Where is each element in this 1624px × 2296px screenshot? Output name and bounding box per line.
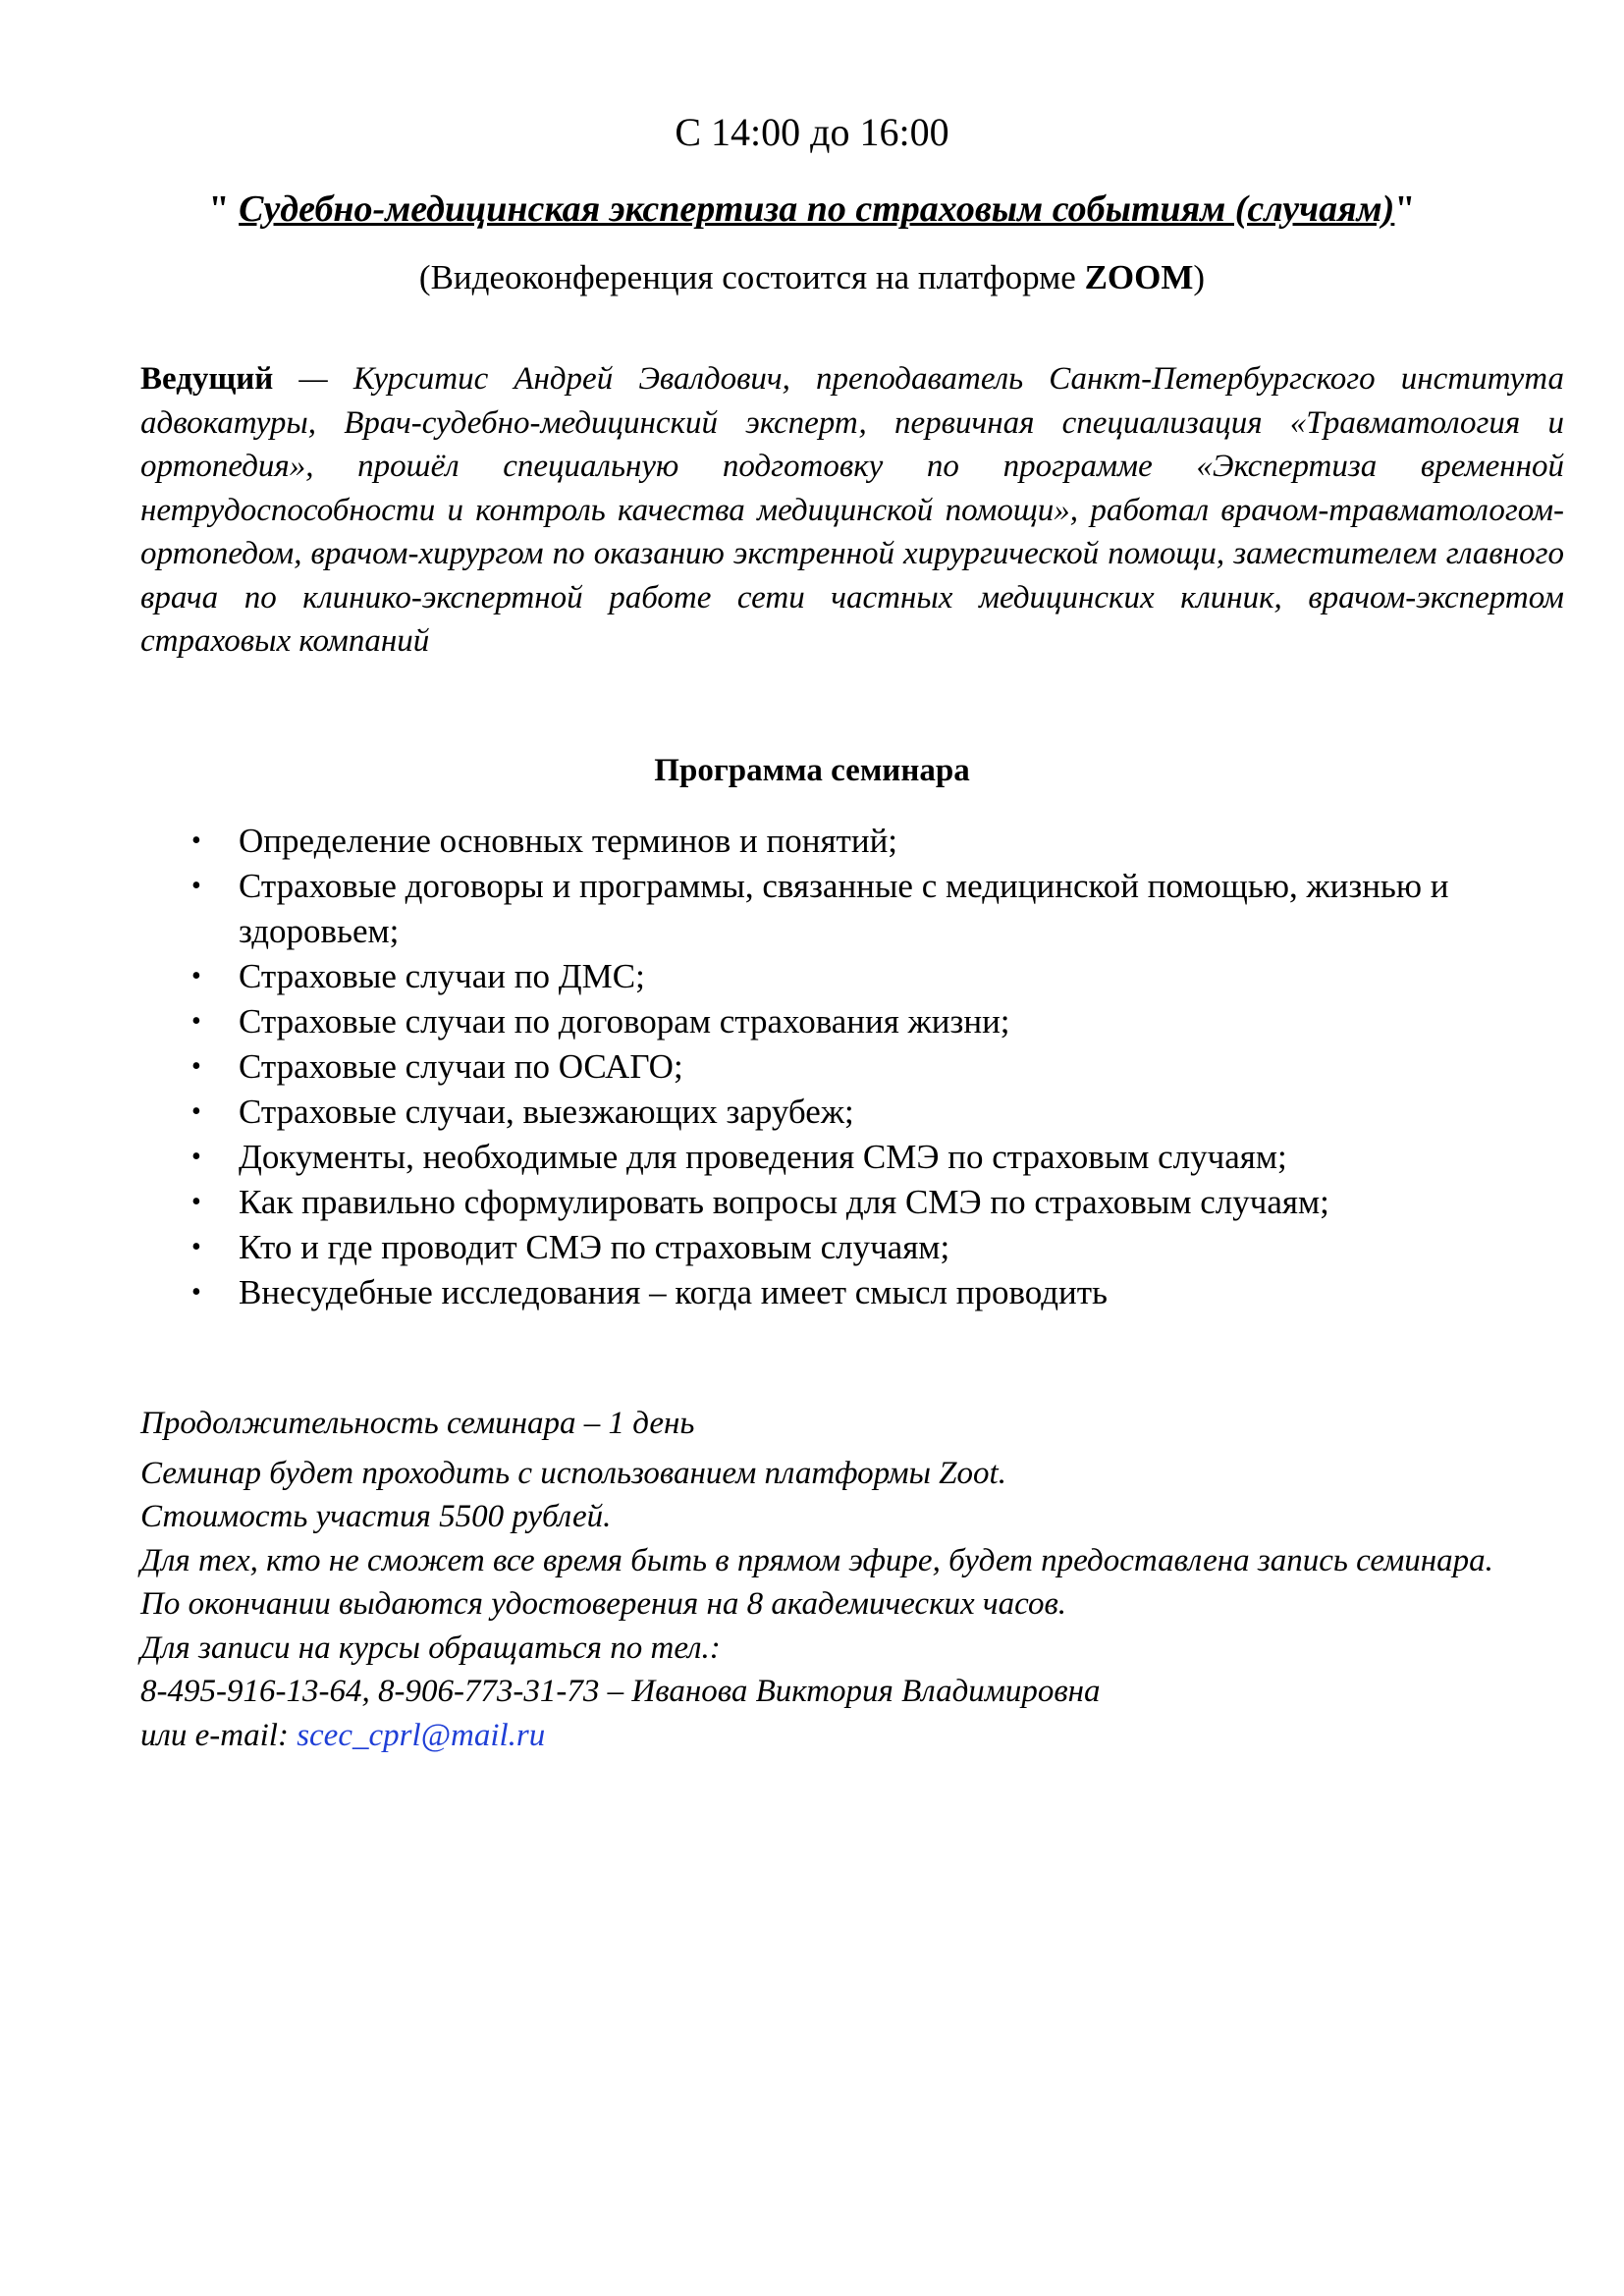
list-item-text: Страховые договоры и программы, связанные с медицинской помощью, жизнью и здоровьем;	[239, 867, 1449, 950]
bullet-icon: •	[191, 1187, 201, 1217]
list-item	[140, 954, 1574, 999]
bullet-icon: •	[191, 1277, 201, 1308]
platform-usage-text: Семинар будет проходить с использованием платформы Zoot.	[140, 1455, 1006, 1491]
seminar-time: С 14:00 до 16:00	[675, 110, 949, 154]
bullet-icon: •	[191, 1096, 201, 1127]
email-link[interactable]: scec_cprl@mail.ru	[297, 1717, 546, 1753]
list-item-text: Внесудебные исследования – когда имеет смысл проводить	[239, 1273, 1109, 1311]
platform-note	[0, 255, 1624, 300]
recording-text: Для тех, кто не сможет все время быть в прямом эфире, будет предоставлена запись семинара.	[140, 1542, 1493, 1578]
program-list	[140, 819, 1574, 1315]
list-item	[140, 819, 1574, 864]
bullet-icon: •	[191, 1142, 201, 1172]
title-text: Судебно-медицинская экспертиза по страховым событиям (случаям)	[239, 188, 1395, 230]
program-heading: Программа семинара	[654, 753, 970, 788]
bullet-icon: •	[191, 1051, 201, 1082]
list-item-text: Как правильно сформулировать вопросы для СМЭ по страховым случаям;	[239, 1183, 1329, 1221]
list-item	[140, 1270, 1574, 1315]
presenter-description: — Курситис Андрей Эвалдович, преподаватель Санкт-Петербургского института адвокатуры, Врач-судебно-медицинский эксперт, первичная специализация «Травматология и ортопедия», прошёл специальную подготовку по программе «Экспертиза временной нетрудоспособности и контроль качества медицинской помощи», работал врачом-травматологом-ортопедом, врачом-хирургом по оказанию экстренной хирургической помощи, заместителем главного врача по клинико-экспертной работе сети частных медицинских клиник, врачом-экспертом страховых компаний	[140, 361, 1564, 659]
list-item-text: Страховые случаи по договорам страхования жизни;	[239, 1002, 1010, 1041]
bullet-icon: •	[191, 1232, 201, 1262]
list-item-text: Определение основных терминов и понятий;	[239, 822, 898, 860]
contact-intro-text: Для записи на курсы обращаться по тел.:	[140, 1629, 721, 1666]
list-item	[140, 864, 1574, 954]
seminar-title	[0, 185, 1624, 234]
title-quote-close: "	[1394, 188, 1416, 230]
presenter-label: Ведущий	[140, 361, 274, 397]
list-item	[140, 1090, 1574, 1135]
bullet-icon: •	[191, 871, 201, 901]
email-line	[140, 1714, 1574, 1758]
list-item	[140, 1044, 1574, 1090]
title-quote-open: "	[208, 188, 240, 230]
email-prefix: или e-mail:	[140, 1717, 298, 1753]
list-item-text: Кто и где проводит СМЭ по страховым случаям;	[239, 1228, 950, 1266]
list-item-text: Страховые случаи по ДМС;	[239, 957, 645, 995]
phones-text: 8-495-916-13-64, 8-906-773-31-73 – Иванова Виктория Владимировна	[140, 1674, 1101, 1709]
certificate-text: По окончании выдаются удостоверения на 8 академических часов.	[140, 1586, 1067, 1622]
platform-prefix: (Видеоконференция состоится на платформе	[418, 258, 1085, 296]
bullet-icon: •	[191, 826, 201, 856]
bullet-icon: •	[191, 961, 201, 991]
seminar-details	[140, 1402, 1574, 1757]
platform-suffix: )	[1193, 258, 1206, 296]
duration-text: Продолжительность семинара – 1 день	[140, 1406, 695, 1441]
list-item	[140, 1225, 1574, 1270]
list-item	[140, 999, 1574, 1044]
list-item-text: Страховые случаи по ОСАГО;	[239, 1047, 683, 1086]
list-item-text: Документы, необходимые для проведения СМЭ по страховым случаям;	[239, 1138, 1287, 1176]
cost-text: Стоимость участия 5500 рублей.	[140, 1499, 612, 1534]
list-item	[140, 1135, 1574, 1180]
bullet-icon: •	[191, 1006, 201, 1037]
presenter-paragraph	[140, 357, 1564, 664]
platform-name: ZOOM	[1084, 258, 1194, 296]
list-item	[140, 1180, 1574, 1225]
list-item-text: Страховые случаи, выезжающих зарубеж;	[239, 1093, 854, 1131]
